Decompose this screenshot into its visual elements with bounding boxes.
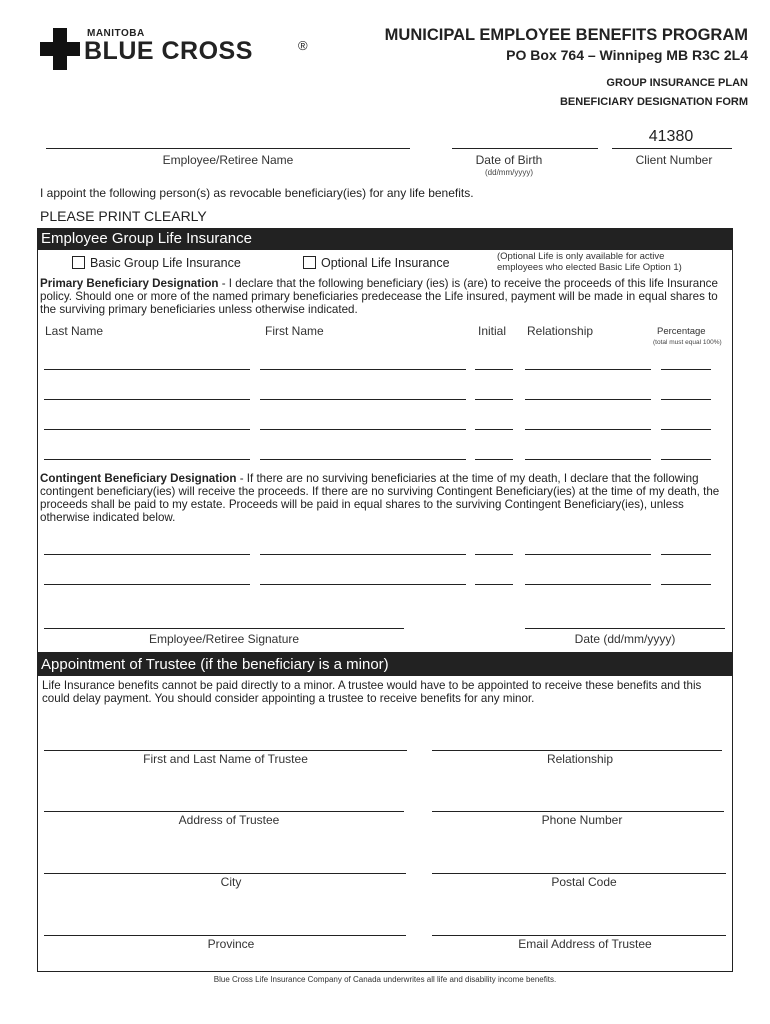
plan-title: GROUP INSURANCE PLAN [606,77,748,89]
basic-life-checkbox[interactable] [72,256,85,269]
optional-note-1: (Optional Life is only available for active [497,251,665,262]
trustee-email-label: Email Address of Trustee [518,937,652,951]
trustee-email-field[interactable] [432,935,726,936]
optional-life-label: Optional Life Insurance [321,256,450,270]
last-name-field[interactable] [44,554,250,555]
relationship-field[interactable] [525,399,651,400]
section2-title: Appointment of Trustee (if the beneficiary is a minor) [37,653,733,676]
dob-format-label: (dd/mm/yyyy) [485,168,533,177]
first-name-field[interactable] [260,429,466,430]
signature-field[interactable] [44,628,404,629]
client-number-field[interactable] [612,148,732,149]
trustee-name-field[interactable] [44,750,407,751]
first-name-field[interactable] [260,554,466,555]
col-percentage-note: (total must equal 100%) [653,339,722,346]
employee-name-field[interactable] [46,148,410,149]
first-name-field[interactable] [260,399,466,400]
signature-date-field[interactable] [525,628,725,629]
last-name-field[interactable] [44,399,250,400]
trustee-relationship-label: Relationship [546,752,614,766]
form-title: BENEFICIARY DESIGNATION FORM [559,96,748,108]
optional-life-checkbox[interactable] [303,256,316,269]
percentage-field[interactable] [661,369,711,370]
relationship-field[interactable] [525,369,651,370]
initial-field[interactable] [475,554,513,555]
col-relationship: Relationship [527,324,594,338]
trustee-province-label: Province [207,937,255,951]
trustee-intro-text: Life Insurance benefits cannot be paid directly to a minor. A trustee would have to be appointed to receive these benefits and this could delay payment. You should consider appointing a trustee to receive benefits for any minor. [42,679,702,705]
trustee-name-label: First and Last Name of Trustee [143,752,308,766]
trustee-postal-label: Postal Code [551,875,617,889]
employee-name-label: Employee/Retiree Name [162,153,294,167]
trustee-city-field[interactable] [44,873,406,874]
dob-label: Date of Birth [475,153,543,167]
logo-registered-mark: ® [298,38,308,53]
initial-field[interactable] [475,459,513,460]
relationship-field[interactable] [525,429,651,430]
client-number-value: 41380 [648,128,694,145]
trustee-postal-field[interactable] [432,873,726,874]
initial-field[interactable] [475,584,513,585]
optional-life-option[interactable] [303,256,450,270]
percentage-field[interactable] [661,459,711,460]
trustee-city-label: City [220,875,242,889]
percentage-field[interactable] [661,554,711,555]
dob-field[interactable] [452,148,598,149]
appoint-statement: I appoint the following person(s) as revocable beneficiary(ies) for any life benefits. [40,186,474,200]
signature-label: Employee/Retiree Signature [148,632,300,646]
first-name-field[interactable] [260,459,466,460]
program-title: MUNICIPAL EMPLOYEE BENEFITS PROGRAM [384,26,748,44]
relationship-field[interactable] [525,554,651,555]
contingent-heading: Contingent Beneficiary Designation [40,472,237,485]
relationship-field[interactable] [525,459,651,460]
optional-note-2: employees who elected Basic Life Option 1) [497,262,682,273]
trustee-phone-field[interactable] [432,811,724,812]
primary-designation-text [40,277,730,316]
basic-life-label: Basic Group Life Insurance [90,256,241,270]
last-name-field[interactable] [44,459,250,460]
col-percentage: Percentage [657,326,706,337]
basic-life-option[interactable] [72,256,241,270]
logo-top-text: MANITOBA [87,28,145,39]
signature-date-label: Date (dd/mm/yyyy) [574,632,676,646]
last-name-field[interactable] [44,429,250,430]
trustee-address-label: Address of Trustee [178,813,280,827]
primary-body: - I declare that the following beneficiary (ies) is (are) to receive the proceeds of this life Insurance policy. Should one or more of the named primary beneficiaries predecease the Life insured, payment will be made in equal shares to the surviving primary beneficiaries unless otherwise indicated. [40,277,718,316]
cross-logo-icon [40,28,80,70]
trustee-phone-label: Phone Number [541,813,623,827]
initial-field[interactable] [475,399,513,400]
program-address: PO Box 764 – Winnipeg MB R3C 2L4 [506,47,748,63]
last-name-field[interactable] [44,584,250,585]
col-last-name: Last Name [45,324,104,338]
trustee-relationship-field[interactable] [432,750,722,751]
client-number-label: Client Number [635,153,713,167]
section1-title: Employee Group Life Insurance [37,228,733,250]
first-name-field[interactable] [260,369,466,370]
col-initial: Initial [478,324,507,338]
footer-note: Blue Cross Life Insurance Company of Canada underwrites all life and disability income benefits. [213,975,557,984]
first-name-field[interactable] [260,584,466,585]
relationship-field[interactable] [525,584,651,585]
percentage-field[interactable] [661,399,711,400]
contingent-body: - If there are no surviving beneficiaries at the time of my death, I declare that the following contingent beneficiary(ies) will receive the proceeds. If there are no surviving Contingent Beneficiary(ies) at the time of my death, the proceeds shall be paid to my estate. Proceeds will be paid in equal shares to the surviving Contingent Beneficiary(ies), unless otherwise indicated below. [40,472,720,524]
logo-main-text: BLUE CROSS [84,37,253,65]
initial-field[interactable] [475,429,513,430]
percentage-field[interactable] [661,584,711,585]
print-clearly-heading: PLEASE PRINT CLEARLY [40,208,207,224]
primary-heading: Primary Beneficiary Designation [40,277,219,290]
logo [40,28,330,72]
last-name-field[interactable] [44,369,250,370]
trustee-address-field[interactable] [44,811,404,812]
contingent-designation-text [40,472,730,524]
percentage-field[interactable] [661,429,711,430]
trustee-province-field[interactable] [44,935,406,936]
col-first-name: First Name [265,324,324,338]
initial-field[interactable] [475,369,513,370]
